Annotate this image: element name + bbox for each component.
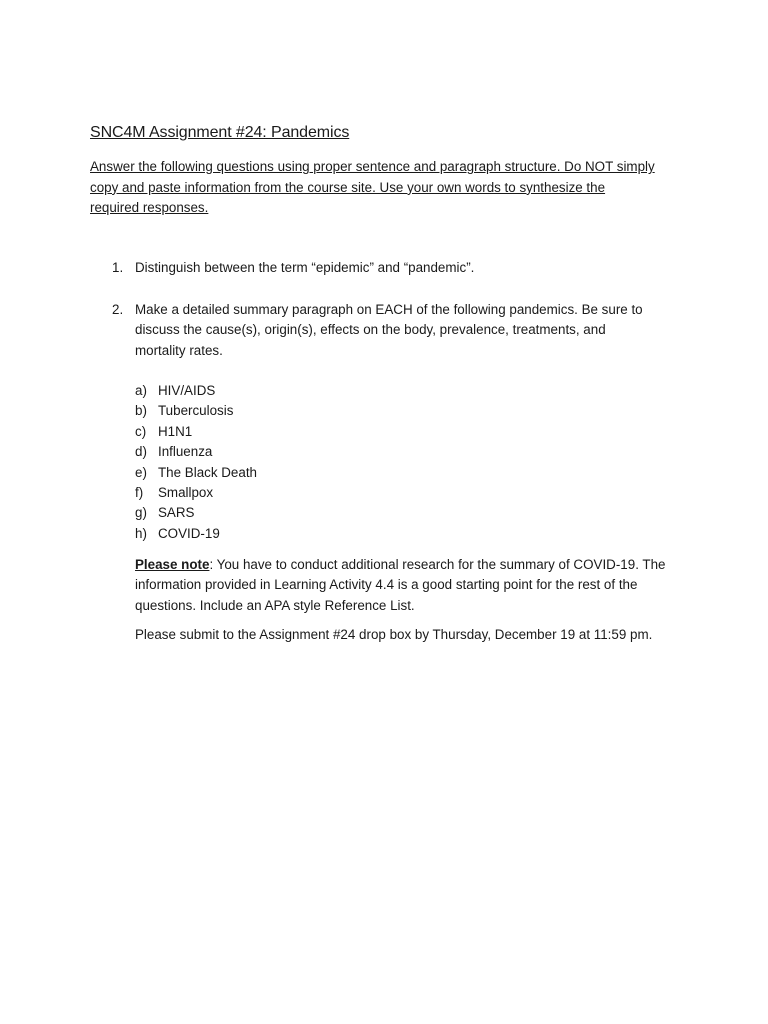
list-item-label: Tuberculosis bbox=[158, 403, 234, 419]
list-item-label: COVID-19 bbox=[158, 525, 220, 541]
page-title: SNC4M Assignment #24: Pandemics bbox=[90, 124, 350, 141]
list-item-label: Influenza bbox=[158, 444, 213, 460]
list-item-letter: b) bbox=[135, 403, 147, 419]
question-number: 2. bbox=[112, 302, 124, 317]
question-text bbox=[135, 300, 695, 361]
question-line: Distinguish between the term “epidemic” and “pandemic”. bbox=[135, 260, 475, 275]
list-item-label: SARS bbox=[158, 505, 195, 521]
note-line bbox=[135, 555, 695, 575]
list-item-label: HIV/AIDS bbox=[158, 383, 216, 398]
question-number: 1. bbox=[112, 260, 124, 275]
instructions-line: required responses. bbox=[90, 200, 209, 216]
note-text: : You have to conduct additional research for the summary of COVID-19. The bbox=[209, 557, 666, 572]
list-item-letter: c) bbox=[135, 423, 147, 439]
submission-instructions: Please submit to the Assignment #24 drop box by Thursday, December 19 at 11:59 pm. bbox=[135, 627, 653, 642]
list-item-label: H1N1 bbox=[158, 423, 193, 439]
list-item-letter: d) bbox=[135, 444, 147, 460]
instructions-line: copy and paste information from the course site. Use your own words to synthesize the bbox=[90, 179, 606, 195]
instructions-line: Answer the following questions using proper sentence and paragraph structure. Do NOT simply bbox=[90, 159, 655, 174]
note-line: questions. Include an APA style Reference List. bbox=[135, 597, 415, 613]
question-line: Make a detailed summary paragraph on EACH of the following pandemics. Be sure to bbox=[135, 302, 643, 317]
note-label: Please note bbox=[135, 557, 210, 572]
question-line: mortality rates. bbox=[135, 342, 223, 358]
list-item-letter: e) bbox=[135, 464, 147, 480]
list-item-label: Smallpox bbox=[158, 484, 214, 500]
list-item-letter: h) bbox=[135, 525, 147, 541]
question-text bbox=[135, 258, 695, 278]
list-item-letter: g) bbox=[135, 505, 147, 521]
list-item-label: The Black Death bbox=[158, 464, 257, 480]
list-item-letter: f) bbox=[135, 484, 144, 500]
note-line: information provided in Learning Activity 4.4 is a good starting point for the rest of the bbox=[135, 577, 638, 593]
list-item-letter: a) bbox=[135, 383, 147, 398]
note-paragraph bbox=[135, 555, 695, 616]
question-line: discuss the cause(s), origin(s), effects on the body, prevalence, treatments, and bbox=[135, 322, 606, 338]
instructions-paragraph bbox=[90, 157, 690, 219]
